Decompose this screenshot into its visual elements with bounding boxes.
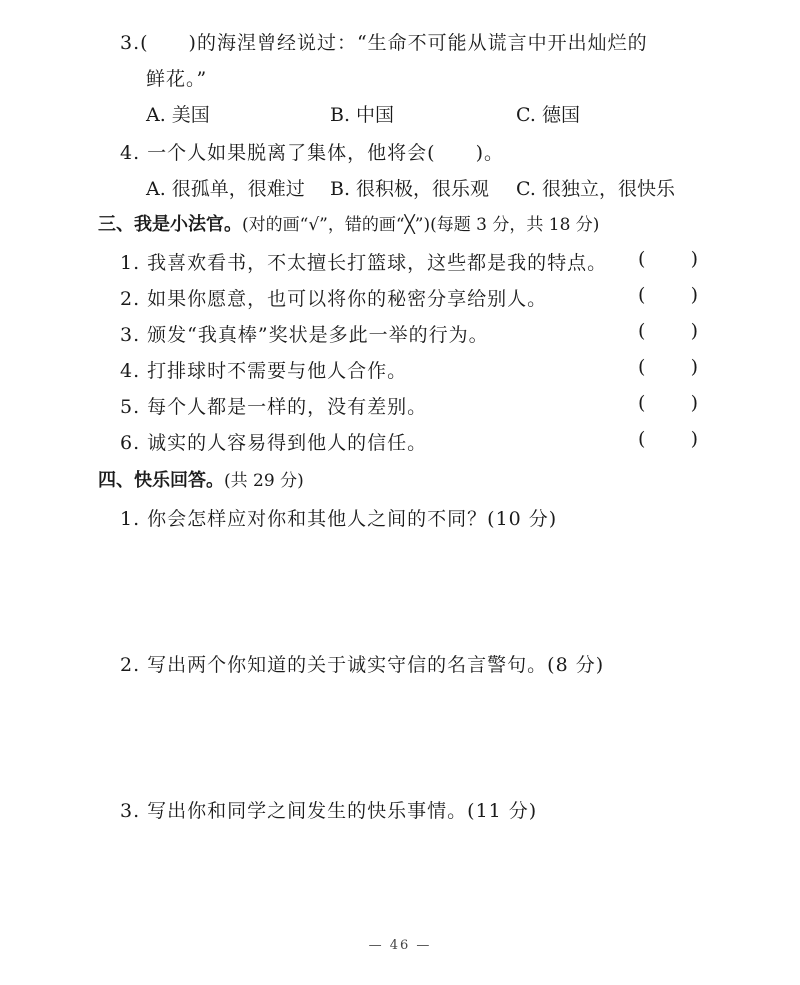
question-3-option-a: A. 美国	[146, 104, 210, 126]
answer-question-2: 2. 写出两个你知道的关于诚实守信的名言警句。(8 分)	[120, 654, 605, 676]
judge-item-3: 3. 颁发“我真棒”奖状是多此一举的行为。	[120, 324, 489, 346]
paren-close: )	[690, 320, 698, 342]
paren-open: (	[638, 320, 646, 342]
answer-paren-3[interactable]	[638, 320, 698, 342]
question-3-line2: 鲜花。”	[146, 68, 208, 90]
question-3-option-c: C. 德国	[516, 104, 580, 126]
answer-area-3[interactable]	[120, 826, 700, 926]
answer-paren-6[interactable]	[638, 428, 698, 450]
section-3-title: 三、我是小法官。	[98, 214, 242, 235]
answer-question-1: 1. 你会怎样应对你和其他人之间的不同？(10 分)	[120, 508, 558, 530]
question-3-option-b: B. 中国	[330, 104, 395, 126]
paren-close: )	[690, 356, 698, 378]
section-3-heading	[98, 210, 599, 236]
question-4-option-b: B. 很积极，很乐观	[330, 178, 490, 200]
section-4-note: (共 29 分)	[224, 471, 304, 491]
question-4-option-c: C. 很独立，很快乐	[516, 178, 675, 200]
paren-close: )	[690, 392, 698, 414]
paren-open: (	[638, 248, 646, 270]
judge-item-2: 2. 如果你愿意，也可以将你的秘密分享给别人。	[120, 288, 548, 310]
paren-close: )	[690, 428, 698, 450]
judge-item-4: 4. 打排球时不需要与他人合作。	[120, 360, 408, 382]
judge-item-6: 6. 诚实的人容易得到他人的信任。	[120, 432, 428, 454]
paren-open: (	[638, 428, 646, 450]
judge-item-1: 1. 我喜欢看书，不太擅长打篮球，这些都是我的特点。	[120, 252, 608, 274]
question-3-line1: 3.( )的海涅曾经说过：“生命不可能从谎言中开出灿烂的	[120, 32, 648, 54]
section-4-title: 四、快乐回答。	[98, 470, 224, 491]
section-4-heading	[98, 466, 304, 492]
question-4-line1: 4. 一个人如果脱离了集体，他将会( )。	[120, 142, 504, 164]
answer-paren-1[interactable]	[638, 248, 698, 270]
paren-close: )	[690, 284, 698, 306]
answer-question-3: 3. 写出你和同学之间发生的快乐事情。(11 分)	[120, 800, 538, 822]
answer-paren-5[interactable]	[638, 392, 698, 414]
answer-paren-4[interactable]	[638, 356, 698, 378]
question-4-option-a: A. 很孤单，很难过	[146, 178, 305, 200]
paren-open: (	[638, 284, 646, 306]
answer-area-2[interactable]	[120, 680, 700, 790]
section-3-note: (对的画“√”，错的画“╳”)(每题 3 分，共 18 分)	[242, 215, 600, 235]
answer-area-1[interactable]	[120, 534, 700, 644]
paren-close: )	[690, 248, 698, 270]
answer-paren-2[interactable]	[638, 284, 698, 306]
paren-open: (	[638, 356, 646, 378]
judge-item-5: 5. 每个人都是一样的，没有差别。	[120, 396, 428, 418]
paren-open: (	[638, 392, 646, 414]
page-number: — 46 —	[368, 938, 432, 953]
